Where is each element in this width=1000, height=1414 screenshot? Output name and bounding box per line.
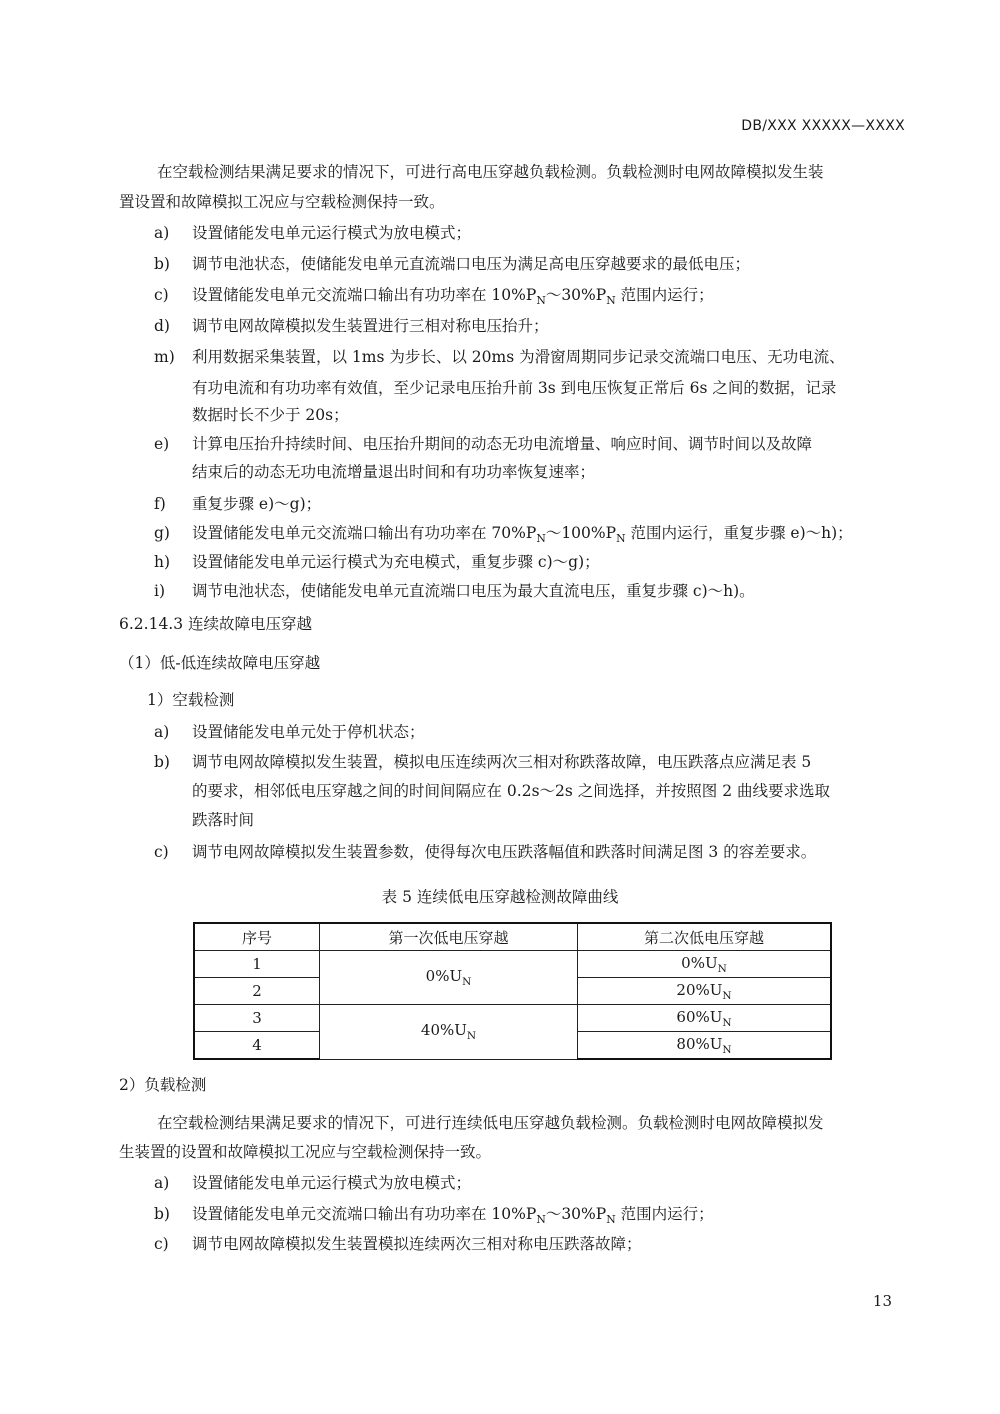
list-continuation: 的要求，相邻低电压穿越之间的时间间隔应在 0.2s～2s 之间选择，并按照图 2 曲线要求选取 <box>192 782 830 800</box>
second-lvrt-cell: $0\%U_N$ <box>578 951 832 978</box>
list-text: 设置储能发电单元运行模式为充电模式，重复步骤 c)～g)； <box>192 553 600 571</box>
list-text: 设置储能发电单元处于停机状态； <box>192 723 425 741</box>
list-marker: b) <box>154 1205 170 1223</box>
list-marker: c) <box>154 1235 169 1253</box>
list-text: 调节电网故障模拟发生装置进行三相对称电压抬升； <box>192 317 549 335</box>
list-marker: c) <box>154 286 169 304</box>
list-text: 调节电网故障模拟发生装置，模拟电压连续两次三相对称跌落故障，电压跌落点应满足表 5 <box>192 753 812 771</box>
list-text: 调节电池状态，使储能发电单元直流端口电压为最大直流电压，重复步骤 c)～h)。 <box>192 582 755 600</box>
list-text: 调节电网故障模拟发生装置模拟连续两次三相对称电压跌落故障； <box>192 1235 642 1253</box>
subsection-heading: 2）负载检测 <box>119 1076 207 1094</box>
list-marker: g) <box>154 524 170 542</box>
subsection-heading: 1）空载检测 <box>147 691 235 709</box>
row-number: 1 <box>194 951 320 978</box>
first-lvrt-value: $40\%U_N$ <box>420 1021 477 1043</box>
column-header: 第二次低电压穿越 <box>578 923 832 951</box>
list-text: 重复步骤 e)～g)； <box>192 495 322 513</box>
list-text: 利用数据采集装置，以 1ms 为步长、以 20ms 为滑窗周期同步记录交流端口电压、无功电流、 <box>192 348 845 366</box>
list-text: 设置储能发电单元运行模式为放电模式； <box>192 224 472 242</box>
list-continuation: 数据时长不少于 20s； <box>192 406 349 424</box>
list-text: 调节电网故障模拟发生装置参数，使得每次电压跌落幅值和跌落时间满足图 3 的容差要求。 <box>192 843 817 861</box>
row-number: 3 <box>194 1005 320 1032</box>
paragraph-line: 生装置的设置和故障模拟工况应与空载检测保持一致。 <box>119 1143 492 1161</box>
row-number: 4 <box>194 1032 320 1060</box>
list-continuation: 结束后的动态无功电流增量退出时间和有功功率恢复速率； <box>192 463 596 481</box>
list-text: 调节电池状态，使储能发电单元直流端口电压为满足高电压穿越要求的最低电压； <box>192 255 751 273</box>
list-marker: d) <box>154 317 170 335</box>
second-lvrt-cell: $20\%U_N$ <box>578 978 832 1005</box>
list-marker: e) <box>154 435 170 453</box>
list-continuation: 跌落时间 <box>192 811 255 829</box>
list-text: 设置储能发电单元运行模式为放电模式； <box>192 1174 472 1192</box>
list-text: 设置储能发电单元交流端口输出有功功率在 $70\%P_N\sim 100\%P_N$ 范围内运行，重复步骤 e)～h)； <box>192 524 853 546</box>
section-heading: 6.2.14.3 连续故障电压穿越 <box>119 615 313 633</box>
row-number: 2 <box>194 978 320 1005</box>
first-lvrt-value: $0\%U_N$ <box>425 967 472 988</box>
second-lvrt-cell: $80\%U_N$ <box>578 1032 832 1060</box>
fault-curve-table <box>193 922 832 1060</box>
table-caption: 表 5 连续低电压穿越检测故障曲线 <box>381 888 619 906</box>
table-row <box>194 951 831 978</box>
first-lvrt-cell <box>320 1005 578 1060</box>
list-text: 设置储能发电单元交流端口输出有功功率在 $10\%P_N\sim 30\%P_N$ 范围内运行； <box>192 286 714 308</box>
second-lvrt-cell: $60\%U_N$ <box>578 1005 832 1032</box>
page-number: 13 <box>872 1292 892 1310</box>
column-header: 序号 <box>194 923 320 951</box>
list-marker: m) <box>154 348 175 366</box>
paragraph-line: 在空载检测结果满足要求的情况下，可进行高电压穿越负载检测。负载检测时电网故障模拟发生装 <box>157 163 824 181</box>
list-marker: f) <box>154 495 166 513</box>
column-header: 第一次低电压穿越 <box>320 923 578 951</box>
table-header-row <box>194 923 831 951</box>
first-lvrt-cell <box>320 951 578 1005</box>
list-marker: a) <box>154 224 170 242</box>
list-marker: c) <box>154 843 169 861</box>
list-continuation: 有功电流和有功功率有效值，至少记录电压抬升前 3s 到电压恢复正常后 6s 之间的数据，记录 <box>192 379 837 397</box>
paragraph-line: 在空载检测结果满足要求的情况下，可进行连续低电压穿越负载检测。负载检测时电网故障模拟发 <box>157 1114 824 1132</box>
list-marker: i) <box>154 582 166 600</box>
paragraph-line: 置设置和故障模拟工况应与空载检测保持一致。 <box>119 193 445 211</box>
list-marker: h) <box>154 553 171 571</box>
list-marker: b) <box>154 255 170 273</box>
list-text: 计算电压抬升持续时间、电压抬升期间的动态无功电流增量、响应时间、调节时间以及故障 <box>192 435 813 453</box>
list-marker: a) <box>154 1174 170 1192</box>
list-marker: b) <box>154 753 170 771</box>
document-header: DB/XXX XXXXX—XXXX <box>741 118 905 134</box>
list-text: 设置储能发电单元交流端口输出有功功率在 $10\%P_N\sim 30\%P_N$ 范围内运行； <box>192 1205 714 1227</box>
list-marker: a) <box>154 723 170 741</box>
table-row <box>194 1005 831 1032</box>
subsection-heading: （1）低-低连续故障电压穿越 <box>119 654 321 672</box>
